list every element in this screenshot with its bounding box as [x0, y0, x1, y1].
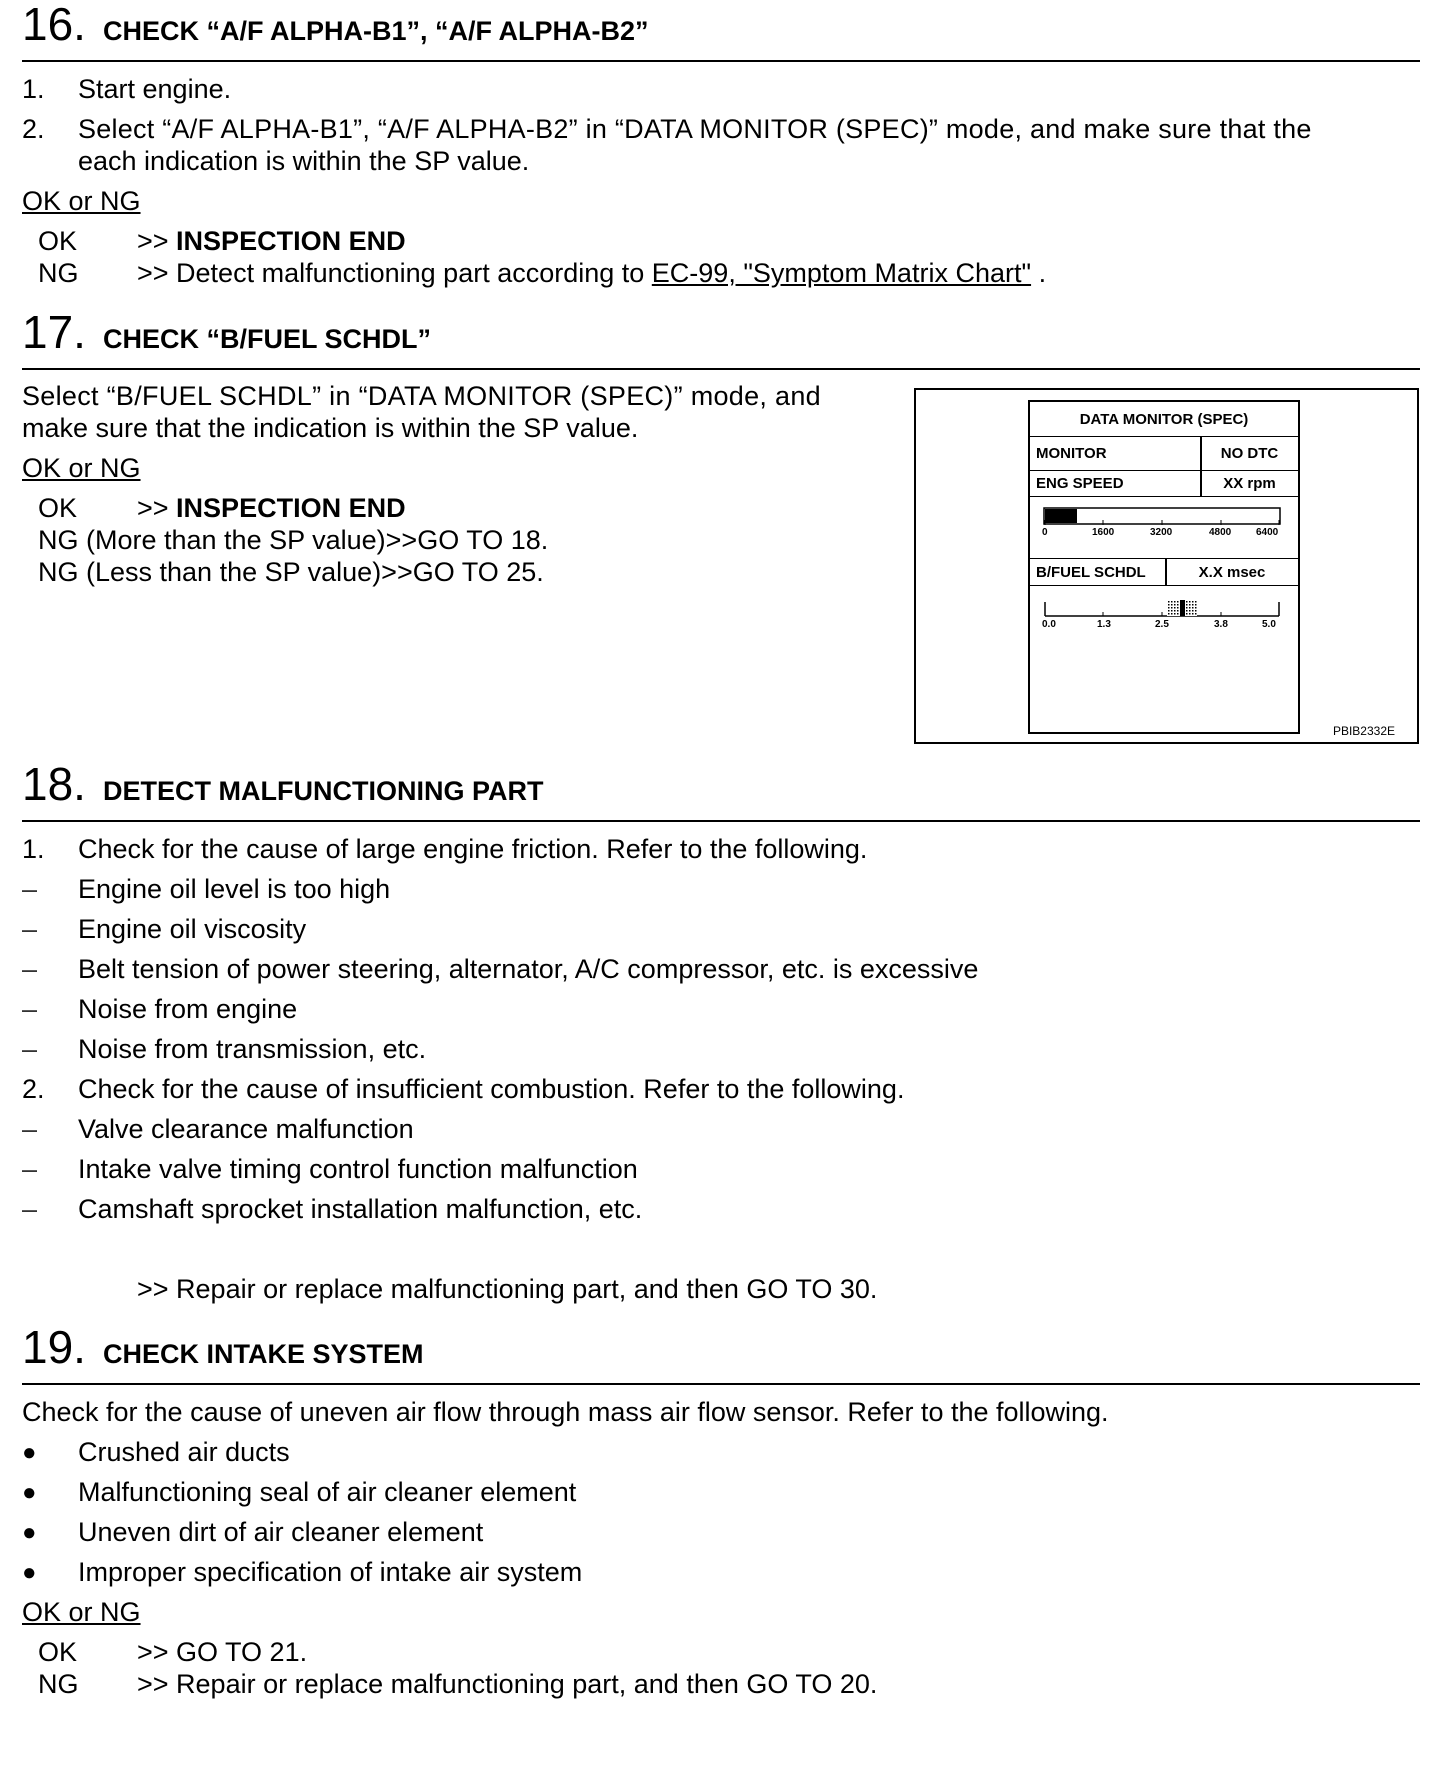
section-17-text: make sure that the indication is within the SP value. — [22, 413, 639, 443]
section-title: DETECT MALFUNCTIONING PART — [103, 776, 544, 806]
section-17-text: Select “B/FUEL SCHDL” in “DATA MONITOR (SPEC)” mode, and — [22, 381, 821, 411]
ng-label: NG — [38, 258, 79, 288]
ng-action-tail: . — [1031, 258, 1047, 288]
section-number: 19. — [22, 1321, 86, 1373]
list-item: Noise from engine — [78, 994, 298, 1024]
bullet-marker: ● — [22, 1519, 37, 1546]
gauge-tick: 6400 — [1256, 527, 1279, 538]
gauge-tick: 5.0 — [1262, 619, 1276, 630]
ok-label: OK — [38, 493, 78, 523]
ok-action-text: INSPECTION END — [176, 493, 406, 523]
dash-marker: – — [22, 914, 38, 944]
ng-more-action: NG (More than the SP value)>>GO TO 18. — [38, 525, 549, 555]
dash-marker: – — [22, 1154, 38, 1184]
symptom-matrix-link[interactable]: EC-99, "Symptom Matrix Chart" — [651, 258, 1032, 288]
bullet-marker: ● — [22, 1559, 37, 1586]
gauge-tick: 4800 — [1209, 527, 1232, 538]
section-18-header — [22, 760, 1420, 822]
section-title: CHECK INTAKE SYSTEM — [103, 1339, 424, 1369]
ok-action: >> GO TO 21. — [137, 1637, 308, 1667]
bfuel-schdl-row — [1030, 558, 1298, 586]
ok-label: OK — [38, 1637, 78, 1667]
list-item: Intake valve timing control function malfunction — [78, 1154, 638, 1184]
dash-marker: – — [22, 994, 38, 1024]
monitor-column-row — [1030, 436, 1298, 471]
step-text: Check for the cause of large engine friction. Refer to the following. — [78, 834, 868, 864]
ok-action — [137, 493, 406, 524]
ng-less-action: NG (Less than the SP value)>>GO TO 25. — [38, 557, 544, 587]
list-item: Engine oil level is too high — [78, 874, 391, 904]
bfuel-schdl-label: B/FUEL SCHDL — [1036, 563, 1146, 581]
list-item: Malfunctioning seal of air cleaner element — [78, 1477, 577, 1507]
dash-marker: – — [22, 954, 38, 984]
ok-label: OK — [38, 226, 78, 256]
gauge-tick: 2.5 — [1155, 619, 1169, 630]
monitor-col-label: MONITOR — [1036, 444, 1107, 462]
list-item: Valve clearance malfunction — [78, 1114, 414, 1144]
ng-action: >> Repair or replace malfunctioning part, and then GO TO 20. — [137, 1669, 878, 1699]
ok-action — [137, 226, 406, 257]
step-number: 2. — [22, 1074, 45, 1104]
bfuel-schdl-gauge — [1042, 598, 1282, 632]
eng-speed-value: XX rpm — [1223, 474, 1276, 492]
ng-action — [137, 258, 1046, 289]
step-text: Start engine. — [78, 74, 232, 104]
list-item: Improper specification of intake air system — [78, 1557, 583, 1587]
bullet-marker: ● — [22, 1479, 37, 1506]
dash-marker: – — [22, 1034, 38, 1064]
step-number: 1. — [22, 74, 45, 104]
eng-speed-gauge — [1042, 506, 1282, 540]
list-item: Belt tension of power steering, alternator, A/C compressor, etc. is excessive — [78, 954, 979, 984]
monitor-header: DATA MONITOR (SPEC) — [1079, 410, 1249, 428]
ok-or-ng-label: OK or NG — [22, 453, 141, 483]
monitor-col-status: NO DTC — [1220, 444, 1279, 462]
bullet-marker: ● — [22, 1439, 37, 1466]
figure-code: PBIB2332E — [1332, 724, 1395, 738]
bfuel-schdl-value: X.X msec — [1198, 563, 1266, 581]
step-text: Check for the cause of insufficient combustion. Refer to the following. — [78, 1074, 905, 1104]
gauge-tick: 1.3 — [1097, 619, 1111, 630]
ng-action-text: >> Detect malfunctioning part according to — [137, 258, 652, 288]
ok-prefix: >> — [137, 226, 177, 256]
data-monitor-figure — [914, 388, 1419, 744]
list-item: Crushed air ducts — [78, 1437, 290, 1467]
step-text: Select “A/F ALPHA-B1”, “A/F ALPHA-B2” in “DATA MONITOR (SPEC)” mode, and make sure that the — [78, 114, 1312, 144]
ok-prefix: >> — [137, 493, 177, 523]
eng-speed-row — [1030, 470, 1298, 497]
list-item: Engine oil viscosity — [78, 914, 307, 944]
gauge-tick: 0 — [1042, 527, 1048, 538]
section-19-header — [22, 1323, 1420, 1385]
gauge-tick: 0.0 — [1042, 619, 1056, 630]
step-number: 2. — [22, 114, 45, 144]
gauge-tick: 3200 — [1150, 527, 1173, 538]
step-text-continued: each indication is within the SP value. — [78, 146, 530, 176]
section-17-header — [22, 308, 1420, 370]
section-number: 18. — [22, 758, 86, 810]
eng-speed-label: ENG SPEED — [1036, 474, 1124, 492]
dash-marker: – — [22, 874, 38, 904]
monitor-header-row — [1030, 402, 1298, 437]
dash-marker: – — [22, 1194, 38, 1224]
section-19-intro: Check for the cause of uneven air flow through mass air flow sensor. Refer to the following. — [22, 1397, 1109, 1427]
repair-action: >> Repair or replace malfunctioning part, and then GO TO 30. — [137, 1274, 878, 1304]
section-title: CHECK “A/F ALPHA-B1”, “A/F ALPHA-B2” — [103, 16, 649, 46]
section-16-header — [22, 0, 1420, 62]
ok-or-ng-label: OK or NG — [22, 1597, 141, 1627]
ng-label: NG — [38, 1669, 79, 1699]
ok-action-text: INSPECTION END — [176, 226, 406, 256]
dash-marker: – — [22, 1114, 38, 1144]
step-number: 1. — [22, 834, 45, 864]
section-number: 17. — [22, 306, 86, 358]
gauge-tick: 3.8 — [1214, 619, 1228, 630]
list-item: Uneven dirt of air cleaner element — [78, 1517, 484, 1547]
list-item: Camshaft sprocket installation malfunction, etc. — [78, 1194, 643, 1224]
section-number: 16. — [22, 0, 86, 50]
ok-or-ng-label: OK or NG — [22, 186, 141, 216]
data-monitor-screen — [1028, 400, 1300, 734]
gauge-tick: 1600 — [1092, 527, 1115, 538]
section-title: CHECK “B/FUEL SCHDL” — [103, 324, 432, 354]
list-item: Noise from transmission, etc. — [78, 1034, 427, 1064]
